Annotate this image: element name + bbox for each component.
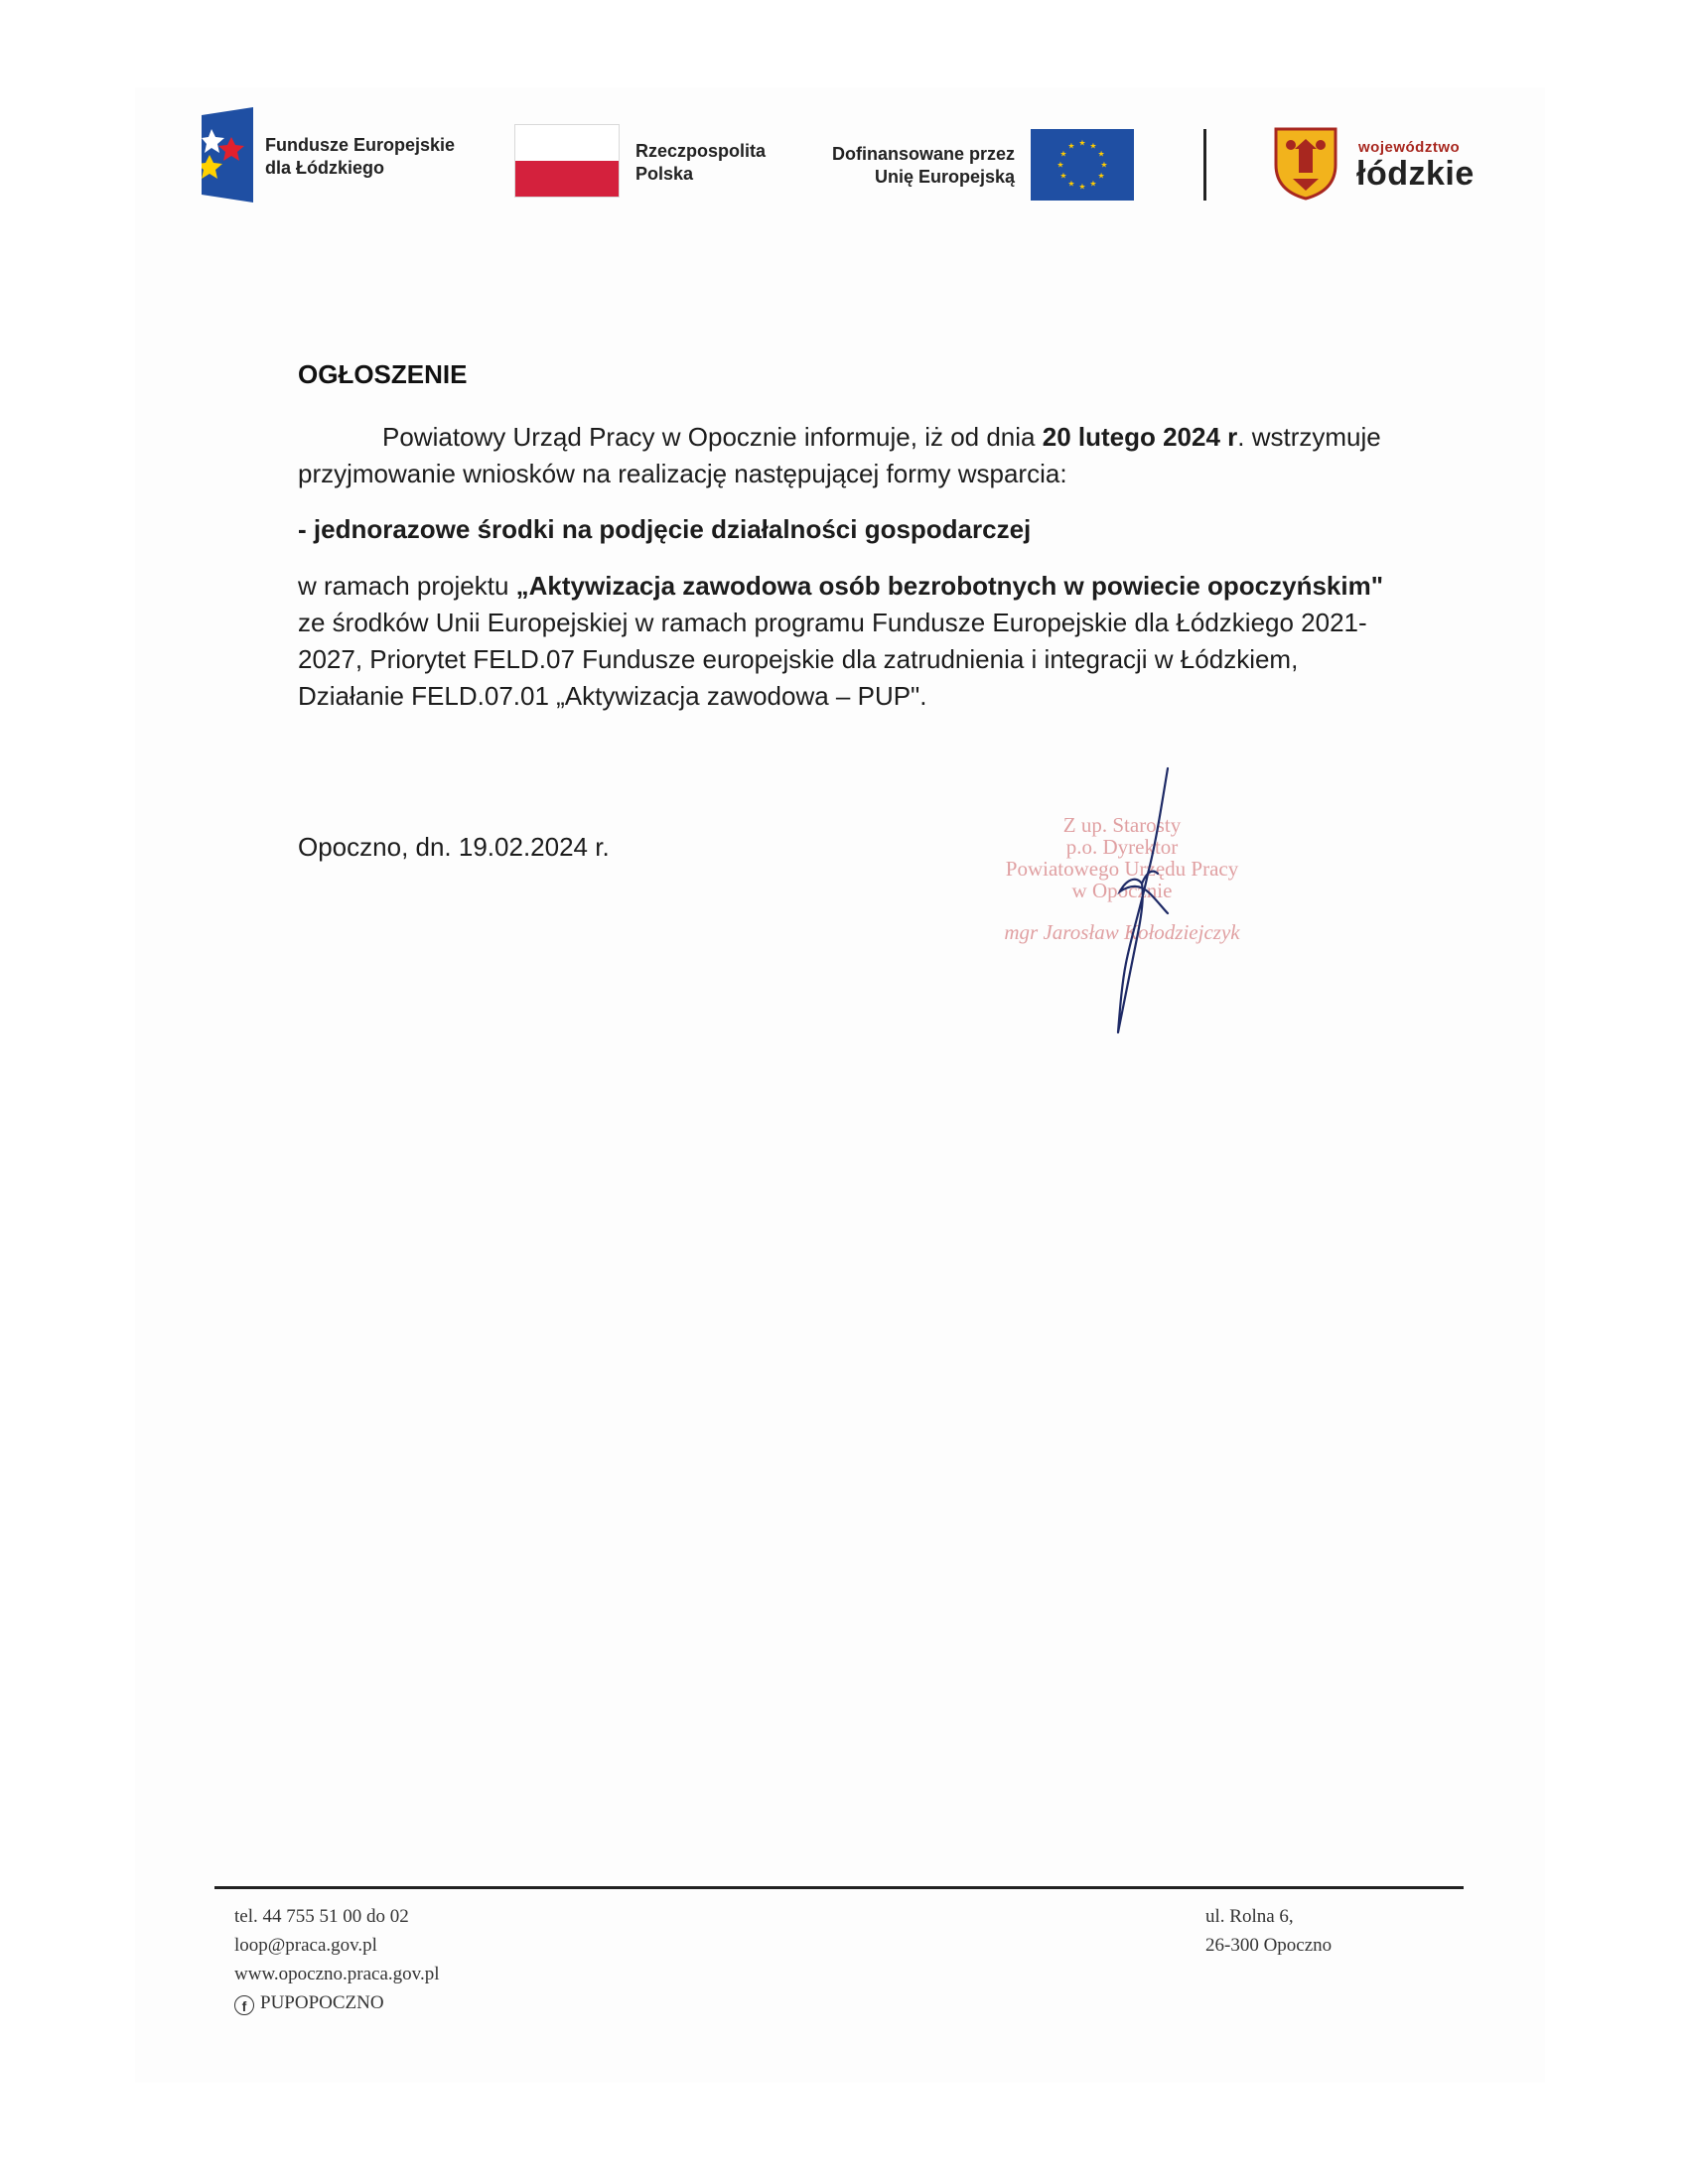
fe-logo-icon bbox=[202, 107, 257, 203]
coat-of-arms-icon bbox=[1273, 125, 1338, 201]
footer-address bbox=[1205, 1902, 1332, 1960]
handwritten-signature bbox=[1072, 764, 1192, 1042]
eu-star-icon: ★ bbox=[1059, 149, 1067, 159]
eu-star-icon: ★ bbox=[1059, 171, 1067, 181]
footer-phone: tel. 44 755 51 00 do 02 bbox=[234, 1906, 409, 1927]
stamp-line3: Powiatowego Urzędu Pracy bbox=[1005, 857, 1239, 881]
eu-logo-line1: Dofinansowane przez bbox=[831, 144, 1015, 164]
wojewodztwo-lodzkie-logo bbox=[1273, 125, 1501, 208]
fe-logo-line1: Fundusze Europejskie bbox=[265, 135, 456, 155]
eu-flag-icon bbox=[1031, 129, 1134, 201]
p3-project-title: „Aktywizacja zawodowa osób bezrobotnych w powiecie opoczyńskim" bbox=[515, 571, 1384, 601]
eu-star-icon: ★ bbox=[1056, 160, 1064, 170]
eu-star-icon: ★ bbox=[1089, 179, 1097, 189]
rzeczpospolita-polska-logo bbox=[514, 124, 792, 204]
region-logo-big: łódzkie bbox=[1356, 155, 1475, 193]
eu-star-icon: ★ bbox=[1067, 179, 1075, 189]
fe-logo-line2: dla Łódzkiego bbox=[265, 158, 385, 178]
document-heading: OGŁOSZENIE bbox=[298, 359, 468, 389]
paragraph-project bbox=[298, 568, 1400, 715]
eu-star-icon: ★ bbox=[1078, 182, 1086, 192]
footer-facebook-label: PUPOPOCZNO bbox=[260, 1992, 384, 2013]
eu-star-icon: ★ bbox=[1097, 171, 1105, 181]
eu-star-icon: ★ bbox=[1089, 141, 1097, 151]
p3-text-a: w ramach projektu bbox=[298, 571, 516, 601]
p1-date-bold: 20 lutego 2024 r bbox=[1042, 422, 1238, 452]
region-logo-small: województwo bbox=[1358, 139, 1461, 156]
eu-star-icon: ★ bbox=[1078, 138, 1086, 148]
stamp-name: mgr Jarosław Kołodziejczyk bbox=[1004, 920, 1240, 944]
rp-logo-line2: Polska bbox=[635, 164, 694, 184]
stamp-line4: w Opocznie bbox=[1071, 879, 1173, 902]
p3-text-b: ze środków Unii Europejskiej w ramach programu Fundusze Europejskie dla Łódzkiego 2021-2027, Priorytet FELD.07 Fundusze europejskie dla zatrudnienia i integracji w Łódzkiem, Działanie FELD.07.01 „Aktywizacja zawodowa – PUP". bbox=[298, 608, 1367, 711]
rp-logo-line1: Rzeczpospolita bbox=[635, 141, 767, 161]
document-date: Opoczno, dn. 19.02.2024 r. bbox=[298, 832, 610, 862]
fundusze-europejskie-logo bbox=[202, 107, 499, 206]
poland-flag-icon bbox=[514, 124, 620, 198]
stamp-line1: Z up. Starosty bbox=[1062, 813, 1182, 837]
support-form-item: - jednorazowe środki na podjęcie działalności gospodarczej bbox=[298, 514, 1032, 544]
p1-text-a: Powiatowy Urząd Pracy w Opocznie informuje, iż od dnia bbox=[382, 422, 1043, 452]
footer-street: ul. Rolna 6, bbox=[1205, 1906, 1294, 1927]
p1-text-b: . wstrzymuje przyjmowanie wniosków na realizację następującej formy wsparcia: bbox=[298, 422, 1381, 488]
footer-rule bbox=[214, 1886, 1464, 1889]
facebook-icon: f bbox=[234, 1995, 254, 2015]
footer-contact bbox=[234, 1902, 439, 2017]
stamp-line2: p.o. Dyrektor bbox=[1065, 835, 1179, 859]
footer-website[interactable]: www.opoczno.praca.gov.pl bbox=[234, 1964, 440, 1984]
footer-city: 26-300 Opoczno bbox=[1205, 1935, 1333, 1956]
eu-logo-line2: Unię Europejską bbox=[874, 167, 1015, 187]
paragraph-intro bbox=[298, 419, 1400, 492]
header-divider bbox=[1203, 129, 1206, 201]
eu-star-icon: ★ bbox=[1067, 141, 1075, 151]
eu-star-icon: ★ bbox=[1097, 149, 1105, 159]
footer-email[interactable]: loop@praca.gov.pl bbox=[234, 1935, 377, 1956]
eu-star-icon: ★ bbox=[1100, 160, 1108, 170]
eu-cofinancing-logo bbox=[816, 129, 1144, 208]
footer-facebook[interactable] bbox=[234, 1988, 439, 2017]
